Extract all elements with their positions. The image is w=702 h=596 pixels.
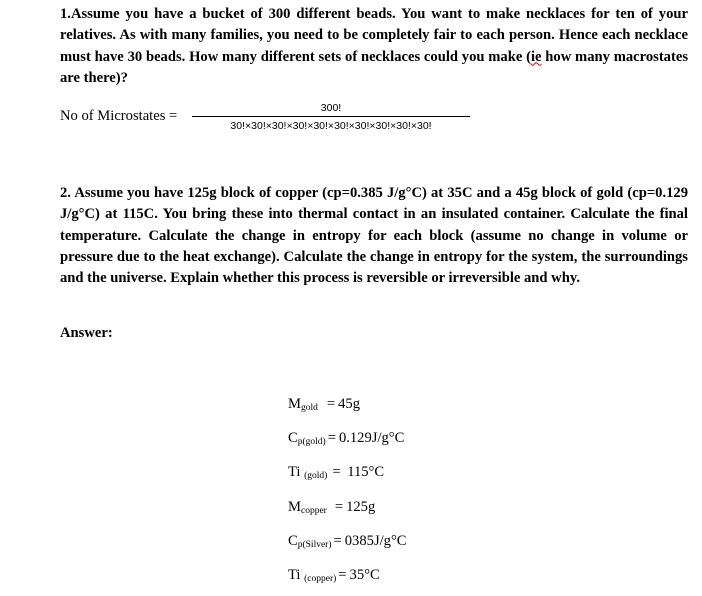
given-value: 125g xyxy=(346,499,376,515)
given-subscript: copper xyxy=(300,506,327,516)
given-subscript: p(gold) xyxy=(297,437,326,447)
question-2: 2. Assume you have 125g block of copper (cp=0.385 J/g°C) at 35C and a 45g block of gold (cp=0.129 J/g°C) at 115C. You bring these into thermal contact in an insulated container. Calculate the final temperature. Calculate the change in entropy for each block (assume no change in volume or pressure due to the heat exchange). Calculate the change in entropy for the system, the surroundings and the universe. Explain whether this process is reversible or irreversible and why. xyxy=(60,185,688,287)
spellcheck-flagged-word[interactable]: ie xyxy=(530,48,542,65)
given-subscript: (copper) xyxy=(304,574,337,584)
given-cp-copper xyxy=(288,532,407,554)
given-value: 0.129J/g°C xyxy=(338,430,405,446)
given-symbol: M xyxy=(288,499,301,515)
question-1-text-end: how many macrostates are there)? xyxy=(60,48,688,86)
given-ti-copper xyxy=(288,566,380,588)
given-symbol: Ti xyxy=(288,464,305,480)
microstates-label: No of Microstates = xyxy=(60,108,178,124)
given-value: 35°C xyxy=(349,567,380,583)
given-equals: = xyxy=(327,430,336,446)
microstates-fraction xyxy=(192,100,470,133)
question-1-text: 1.Assume you have a bucket of 300 different beads. You want to make necklaces for ten of your relatives. As with many families, you need to be completely fair to each person. Hence each necklace must have 30 beads. How many different sets of necklaces could you make ( xyxy=(60,6,688,65)
given-equals: = xyxy=(333,533,342,549)
given-mass-copper xyxy=(288,498,375,520)
given-equals: = xyxy=(338,567,347,583)
given-value: 0385J/g°C xyxy=(344,533,407,549)
given-subscript: (gold) xyxy=(304,471,328,481)
given-symbol: C xyxy=(288,430,298,446)
given-equals: = xyxy=(326,396,336,412)
given-equals: = xyxy=(332,464,341,480)
given-subscript: p(Silver) xyxy=(297,540,332,550)
answer-label: Answer: xyxy=(60,325,113,341)
given-value: 45g xyxy=(338,396,360,412)
given-symbol: C xyxy=(288,533,298,549)
given-cp-gold xyxy=(288,429,404,451)
given-subscript: gold xyxy=(300,403,318,413)
fraction-numerator: 300! xyxy=(320,102,342,114)
fraction-denominator: 30!×30!×30!×30!×30!×30!×30!×30!×30!×30! xyxy=(230,120,432,132)
given-mass-gold xyxy=(288,395,360,417)
given-symbol: M xyxy=(288,396,301,412)
question-1 xyxy=(60,4,688,89)
given-equals: = xyxy=(334,499,344,515)
given-value: 115°C xyxy=(343,464,385,480)
given-ti-gold xyxy=(288,463,384,485)
given-symbol: Ti xyxy=(288,567,305,583)
